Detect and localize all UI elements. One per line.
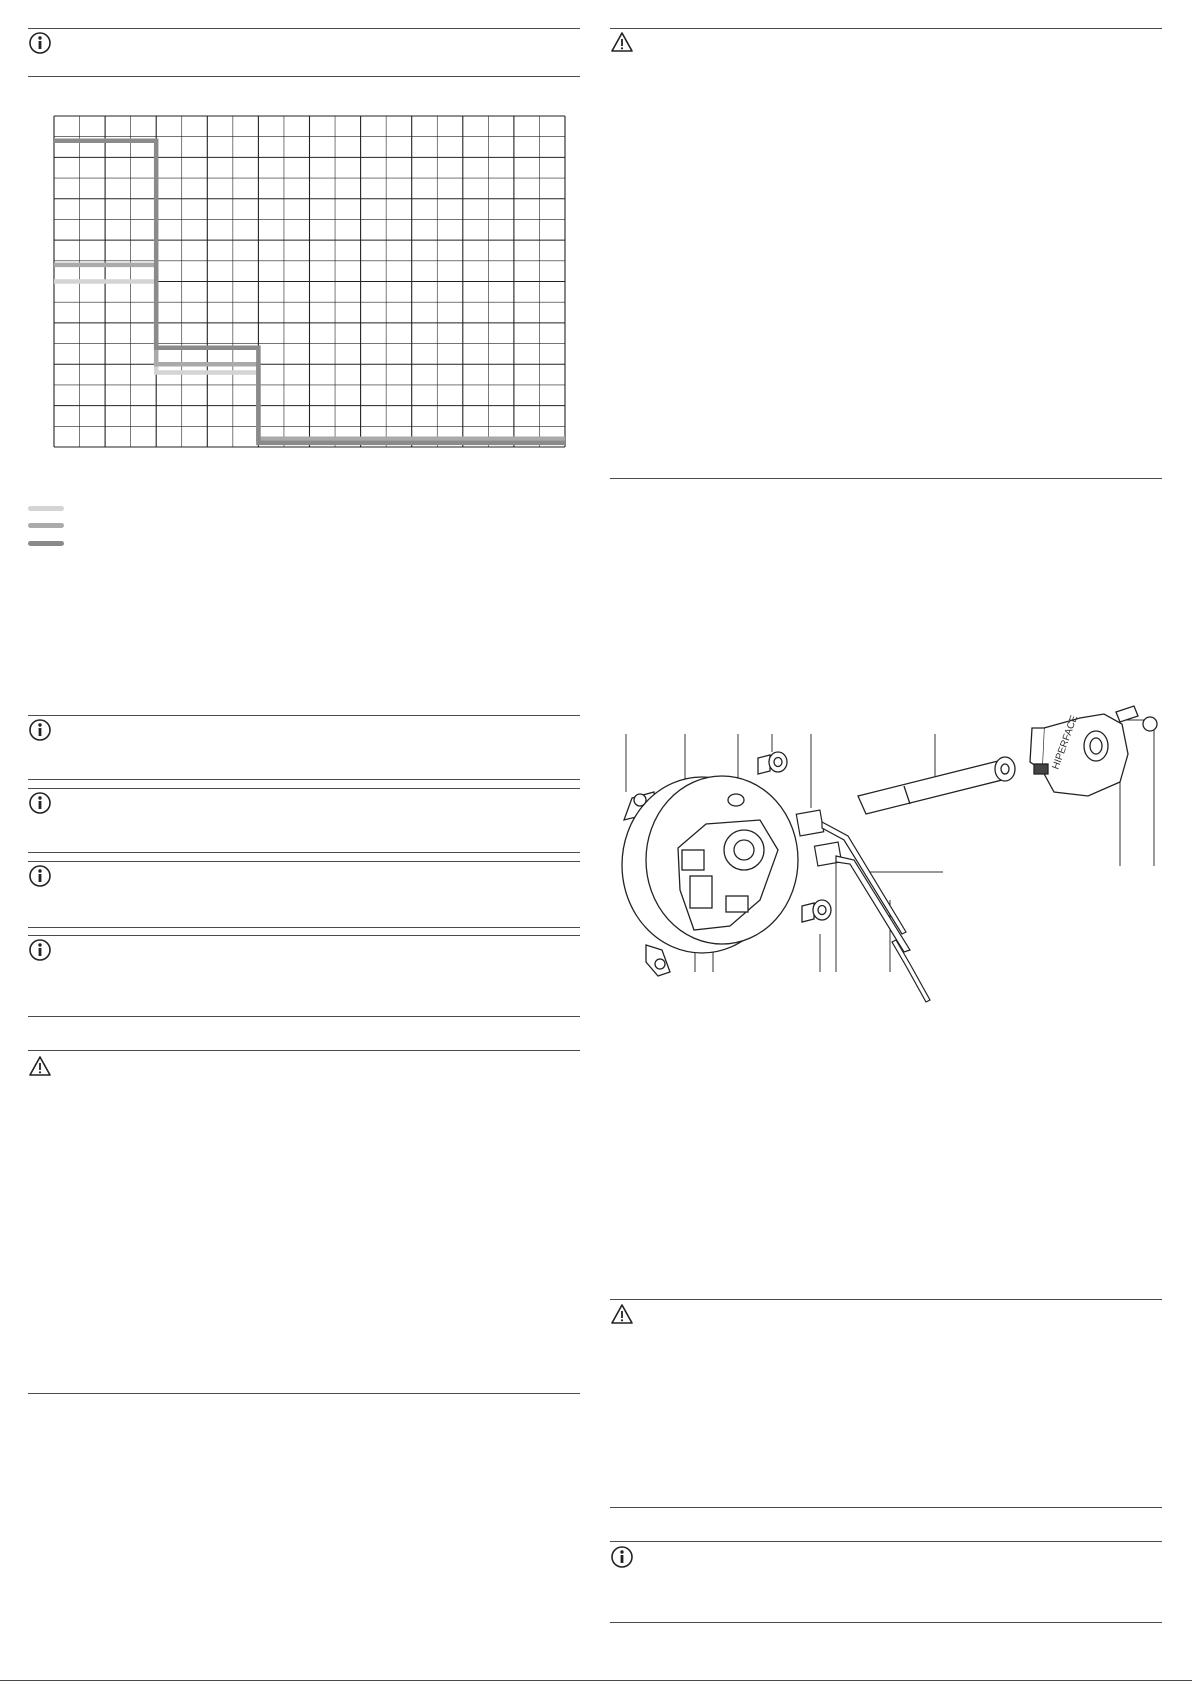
section-rule	[610, 1622, 1162, 1623]
section-rule	[610, 1507, 1162, 1508]
legend-swatch-dark	[28, 541, 64, 546]
info-circle-icon	[28, 791, 52, 815]
section-rule	[610, 478, 1162, 479]
exploded-view-figure	[610, 700, 1170, 1020]
legend-swatch-mid	[28, 523, 64, 528]
screw-bottom	[802, 900, 831, 922]
section-rule	[28, 1016, 580, 1017]
warning-triangle-icon	[610, 30, 634, 54]
warning-triangle-icon	[28, 1054, 52, 1078]
legend-swatch-light	[28, 506, 64, 511]
info-circle-icon	[610, 1545, 634, 1569]
section-rule	[28, 76, 580, 77]
info-circle-icon	[28, 938, 52, 962]
encoder-housing	[622, 776, 798, 976]
warning-triangle-icon	[610, 1302, 634, 1326]
screw-top	[758, 752, 787, 774]
info-circle-icon	[28, 718, 52, 742]
section-rule	[28, 927, 580, 928]
footer-rule	[0, 1680, 1192, 1681]
section-rule	[610, 28, 1162, 29]
section-rule	[610, 1299, 1162, 1300]
section-rule	[28, 1050, 580, 1051]
section-rule	[610, 1541, 1162, 1542]
info-circle-icon	[28, 31, 52, 55]
embossed-label: HIPERFACE	[1050, 713, 1081, 772]
section-rule	[28, 715, 580, 716]
step-chart	[40, 105, 580, 450]
section-rule	[28, 1393, 580, 1394]
section-rule	[28, 935, 580, 936]
shaft	[858, 757, 1015, 814]
section-rule	[28, 852, 580, 853]
section-rule	[28, 779, 580, 780]
section-rule	[28, 28, 580, 29]
section-rule	[28, 861, 580, 862]
info-circle-icon	[28, 864, 52, 888]
section-rule	[28, 788, 580, 789]
